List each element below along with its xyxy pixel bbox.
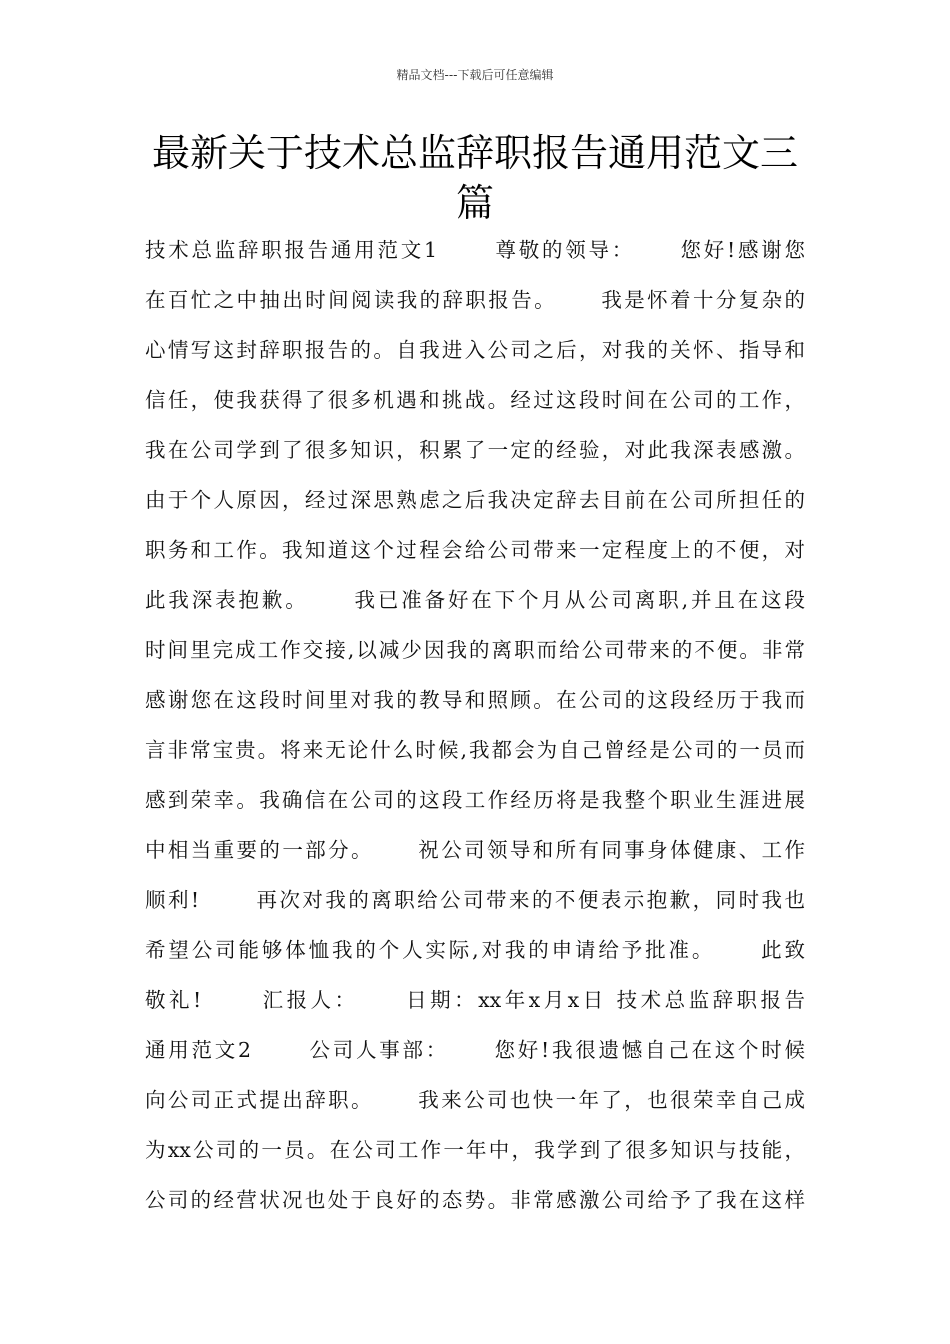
body-line: 希望公司能够体恤我的个人实际,对我的申请给予批准。 此致 [145,938,805,962]
body-line: 言非常宝贵。将来无论什么时候,我都会为自己曾经是公司的一员而 [145,738,805,762]
body-line: 信任，使我获得了很多机遇和挑战。经过这段时间在公司的工作， [145,388,805,412]
document-title: 最新关于技术总监辞职报告通用范文三篇 [151,131,798,225]
body-line: 时间里完成工作交接,以减少因我的离职而给公司带来的不便。非常 [145,638,805,662]
body-line: 感到荣幸。我确信在公司的这段工作经历将是我整个职业生涯进展 [145,788,805,812]
body-line: 敬礼! 汇报人： 日期：xx年x月x日 技术总监辞职报告 [145,988,805,1012]
body-line: 顺利! 再次对我的离职给公司带来的不便表示抱歉，同时我也 [145,888,805,912]
body-line: 向公司正式提出辞职。 我来公司也快一年了，也很荣幸自己成 [145,1088,805,1112]
body-line: 在百忙之中抽出时间阅读我的辞职报告。 我是怀着十分复杂的 [145,288,805,312]
body-line: 由于个人原因，经过深思熟虑之后我决定辞去目前在公司所担任的 [145,488,805,512]
body-line: 技术总监辞职报告通用范文1 尊敬的领导： 您好!感谢您 [145,238,805,262]
body-line: 职务和工作。我知道这个过程会给公司带来一定程度上的不便，对 [145,538,805,562]
body-line: 为xx公司的一员。在公司工作一年中，我学到了很多知识与技能， [145,1138,805,1162]
header-note: 精品文档---下载后可任意编辑 [396,68,554,82]
body-line: 此我深表抱歉。 我已准备好在下个月从公司离职,并且在这段 [145,588,805,612]
body-line: 心情写这封辞职报告的。自我进入公司之后，对我的关怀、指导和 [145,338,805,362]
body-text [145,228,805,1228]
body-line: 公司的经营状况也处于良好的态势。非常感激公司给予了我在这样 [145,1188,805,1212]
body-line: 感谢您在这段时间里对我的教导和照顾。在公司的这段经历于我而 [145,688,805,712]
body-line: 中相当重要的一部分。 祝公司领导和所有同事身体健康、工作 [145,838,805,862]
body-line: 我在公司学到了很多知识，积累了一定的经验，对此我深表感激。 [145,438,805,462]
body-line: 通用范文2 公司人事部： 您好!我很遗憾自己在这个时候 [145,1038,805,1062]
